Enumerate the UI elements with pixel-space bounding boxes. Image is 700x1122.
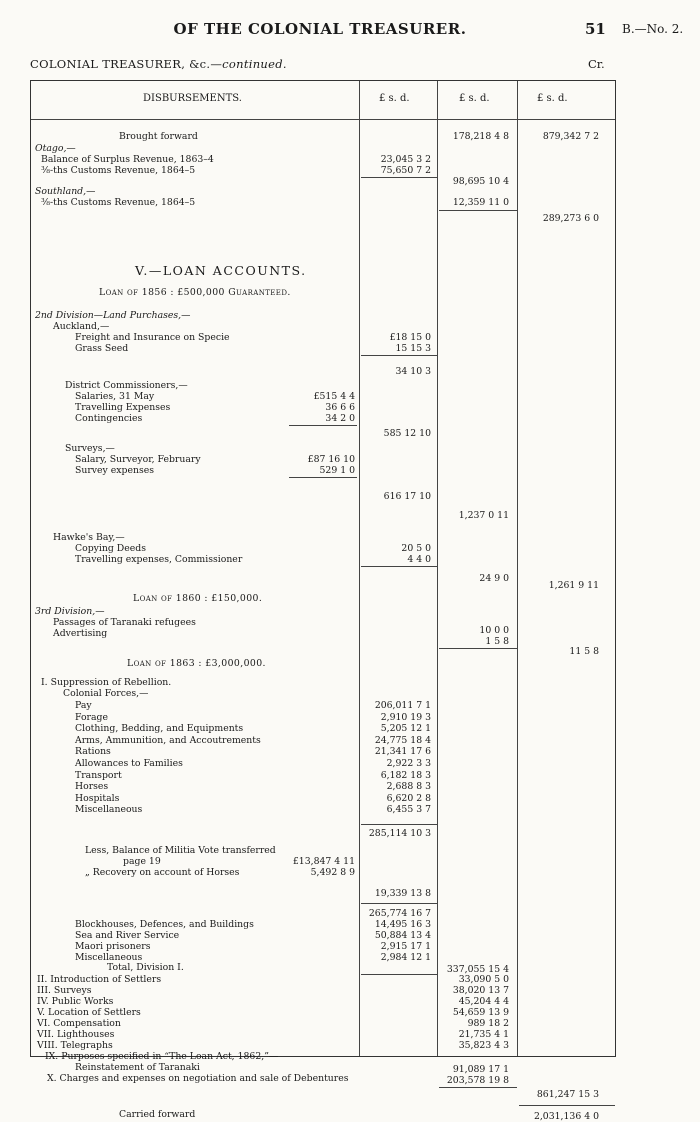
loan-heading: Loan of 1860 : £150,000. xyxy=(133,593,263,604)
row-total: 585 12 10 xyxy=(383,428,431,439)
row-value: 6,182 18 3 xyxy=(380,769,431,781)
sum-rule xyxy=(361,974,437,975)
document-reference: B.—No. 2. xyxy=(622,22,684,36)
section-heading-main: COLONIAL TREASURER, &c.— xyxy=(30,57,223,71)
row-label: IV. Public Works xyxy=(37,996,114,1007)
row-label: X. Charges and expenses on negotiation and sale of Debentures xyxy=(47,1073,349,1084)
row-label: Arms, Ammunition, and Accoutrements xyxy=(75,734,261,746)
row-total: 285,114 10 3 xyxy=(368,828,431,839)
row-value: 178,218 4 8 xyxy=(452,131,509,142)
row-label: Maori prisoners xyxy=(75,941,151,952)
row-total: 34 10 3 xyxy=(395,366,431,377)
row-label: Rations xyxy=(75,746,111,758)
page-title: OF THE COLONIAL TREASURER. xyxy=(173,20,467,38)
sum-rule xyxy=(439,648,517,649)
col1-header: £ s. d. xyxy=(379,93,410,104)
row-total: 616 17 10 xyxy=(383,491,431,502)
row-value: 36 6 6 xyxy=(325,402,355,413)
row-label: Allowances to Families xyxy=(75,758,183,769)
section-title: V.—LOAN ACCOUNTS. xyxy=(135,263,307,278)
row-value: 33,090 5 0 xyxy=(458,974,509,985)
disbursements-header: DISBURSEMENTS. xyxy=(143,93,242,104)
row-label: Salary, Surveyor, February xyxy=(75,454,201,465)
row-label: Blockhouses, Defences, and Buildings xyxy=(75,919,254,930)
credit-marker: Cr. xyxy=(588,57,605,71)
row-total: 19,339 13 8 xyxy=(374,888,431,899)
row-label: VIII. Telegraphs xyxy=(37,1040,113,1051)
row-label: Less, Balance of Militia Vote transferred xyxy=(85,845,276,856)
sum-rule xyxy=(361,566,437,567)
row-value: 54,659 13 9 xyxy=(452,1007,509,1018)
sum-rule xyxy=(289,425,357,426)
row-value: 12,359 11 0 xyxy=(452,197,509,208)
row-label: Salaries, 31 May xyxy=(75,391,155,402)
row-label: Hospitals xyxy=(75,792,120,804)
row-total: 98,695 10 4 xyxy=(452,176,509,187)
row-value: 21,341 17 6 xyxy=(374,746,431,758)
row-label: Grass Seed xyxy=(75,343,129,354)
column-divider xyxy=(517,81,518,1056)
row-value: 38,020 13 7 xyxy=(452,985,509,996)
sum-rule xyxy=(439,210,517,211)
row-label: Miscellaneous xyxy=(75,952,143,963)
subgroup-heading: Surveys,— xyxy=(65,443,115,454)
row-label: Miscellaneous xyxy=(75,804,143,816)
row-value: £87 16 10 xyxy=(307,454,355,465)
sum-rule xyxy=(519,1105,615,1106)
row-total: 861,247 15 3 xyxy=(536,1089,599,1100)
row-value: 1 5 8 xyxy=(485,636,509,647)
row-value: 35,823 4 3 xyxy=(458,1040,509,1051)
sum-rule xyxy=(361,903,437,904)
row-label: ⅜-ths Customs Revenue, 1864–5 xyxy=(41,165,196,176)
row-label: Brought forward xyxy=(119,131,198,142)
ledger-table xyxy=(30,80,616,1122)
row-label: Passages of Taranaki refugees xyxy=(53,617,196,628)
row-label: ⅜-ths Customs Revenue, 1864–5 xyxy=(41,197,196,208)
division-heading: 3rd Division,— xyxy=(35,606,105,617)
row-label: page 19 xyxy=(123,856,161,867)
row-value: 10 0 0 xyxy=(479,625,509,636)
section-heading-continued: continued. xyxy=(222,57,287,71)
row-total: 289,273 6 0 xyxy=(542,213,599,224)
column-divider xyxy=(359,81,360,1056)
row-label: Contingencies xyxy=(75,413,143,424)
row-value: 206,011 7 1 xyxy=(374,700,431,711)
row-total: 1,237 0 11 xyxy=(458,510,509,521)
row-value: 6,620 2 8 xyxy=(386,792,431,804)
row-value: 5,492 8 9 xyxy=(310,867,355,878)
row-label: Forage xyxy=(75,711,108,723)
row-label: „ Recovery on account of Horses xyxy=(85,867,240,878)
row-value: 45,204 4 4 xyxy=(458,996,509,1007)
row-value: 24,775 18 4 xyxy=(374,734,431,746)
row-value: 6,455 3 7 xyxy=(386,804,431,816)
row-value: 337,055 15 4 xyxy=(446,964,509,975)
col2-header: £ s. d. xyxy=(459,93,490,104)
sum-rule xyxy=(361,177,437,178)
subgroup-heading: Colonial Forces,— xyxy=(63,688,149,699)
row-value: 203,578 19 8 xyxy=(446,1075,509,1086)
sum-rule xyxy=(361,355,437,356)
row-total: 265,774 16 7 xyxy=(368,908,431,919)
sum-rule xyxy=(289,477,357,478)
row-value: 2,922 3 3 xyxy=(386,758,431,769)
row-value: 20 5 0 xyxy=(401,543,431,554)
part-heading: I. Suppression of Rebellion. xyxy=(41,677,172,688)
row-value: 15 15 3 xyxy=(395,343,431,354)
row-label: Pay xyxy=(75,700,92,711)
row-value: 23,045 3 2 xyxy=(380,154,431,165)
row-value: 879,342 7 2 xyxy=(542,131,599,142)
sum-rule xyxy=(439,1087,517,1088)
loan-heading: Loan of 1856 : £500,000 Guaranteed. xyxy=(99,287,291,298)
row-total: 24 9 0 xyxy=(479,573,509,584)
province-heading: Hawke's Bay,— xyxy=(53,532,125,543)
row-value: 2,984 12 1 xyxy=(380,952,431,963)
row-value: 989 18 2 xyxy=(467,1018,509,1029)
row-total: 11 5 8 xyxy=(569,646,599,657)
province-heading: Otago,— xyxy=(35,143,76,154)
row-label: V. Location of Settlers xyxy=(37,1007,141,1018)
row-label: Balance of Surplus Revenue, 1863–4 xyxy=(41,154,214,165)
row-value: £13,847 4 11 xyxy=(292,856,355,867)
division-heading: 2nd Division—Land Purchases,— xyxy=(35,310,191,321)
row-value: £515 4 4 xyxy=(313,391,355,402)
row-label: II. Introduction of Settlers xyxy=(37,974,162,985)
row-value: 5,205 12 1 xyxy=(380,723,431,735)
sum-rule xyxy=(361,824,437,825)
section-heading xyxy=(30,57,287,71)
row-value: 14,495 16 3 xyxy=(374,919,431,930)
row-label: VI. Compensation xyxy=(37,1018,121,1029)
row-value: 21,735 4 1 xyxy=(458,1029,509,1040)
row-label: Advertising xyxy=(53,628,108,639)
row-label: Horses xyxy=(75,781,109,793)
row-value: 2,910 19 3 xyxy=(380,711,431,723)
column-divider xyxy=(437,81,438,1056)
row-total: 1,261 9 11 xyxy=(548,580,599,591)
row-value: 529 1 0 xyxy=(319,465,355,476)
row-label: Travelling Expenses xyxy=(75,402,171,413)
row-label: Copying Deeds xyxy=(75,543,146,554)
row-value: 34 2 0 xyxy=(325,413,355,424)
row-label: Carried forward xyxy=(119,1109,196,1120)
row-label: Travelling expenses, Commissioner xyxy=(75,554,243,565)
row-label: VII. Lighthouses xyxy=(37,1029,115,1040)
loan-heading: Loan of 1863 : £3,000,000. xyxy=(127,658,266,669)
col3-header: £ s. d. xyxy=(537,93,568,104)
row-label: Freight and Insurance on Specie xyxy=(75,332,230,343)
subgroup-heading: District Commissioners,— xyxy=(65,380,188,391)
province-heading: Auckland,— xyxy=(53,321,110,332)
header-rule xyxy=(31,119,615,120)
row-value: 91,089 17 1 xyxy=(452,1064,509,1075)
row-label: III. Surveys xyxy=(37,985,92,996)
row-total: 2,031,136 4 0 xyxy=(533,1111,599,1122)
row-label: Total, Division I. xyxy=(107,962,184,973)
row-label: Sea and River Service xyxy=(75,930,180,941)
row-label: Survey expenses xyxy=(75,465,154,476)
row-value: 2,915 17 1 xyxy=(380,941,431,952)
row-label: Reinstatement of Taranaki xyxy=(75,1062,200,1073)
row-label: Clothing, Bedding, and Equipments xyxy=(75,723,244,735)
page-number: 51 xyxy=(585,20,606,38)
row-label: Transport xyxy=(75,769,122,781)
row-value: 75,650 7 2 xyxy=(380,165,431,176)
row-value: £18 15 0 xyxy=(389,332,431,343)
row-value: 50,884 13 4 xyxy=(374,930,431,941)
row-label: IX. Purposes specified in “The Loan Act, 1862,”— xyxy=(45,1051,279,1062)
row-value: 2,688 8 3 xyxy=(386,781,431,793)
row-value: 4 4 0 xyxy=(407,554,431,565)
province-heading: Southland,— xyxy=(35,186,96,197)
